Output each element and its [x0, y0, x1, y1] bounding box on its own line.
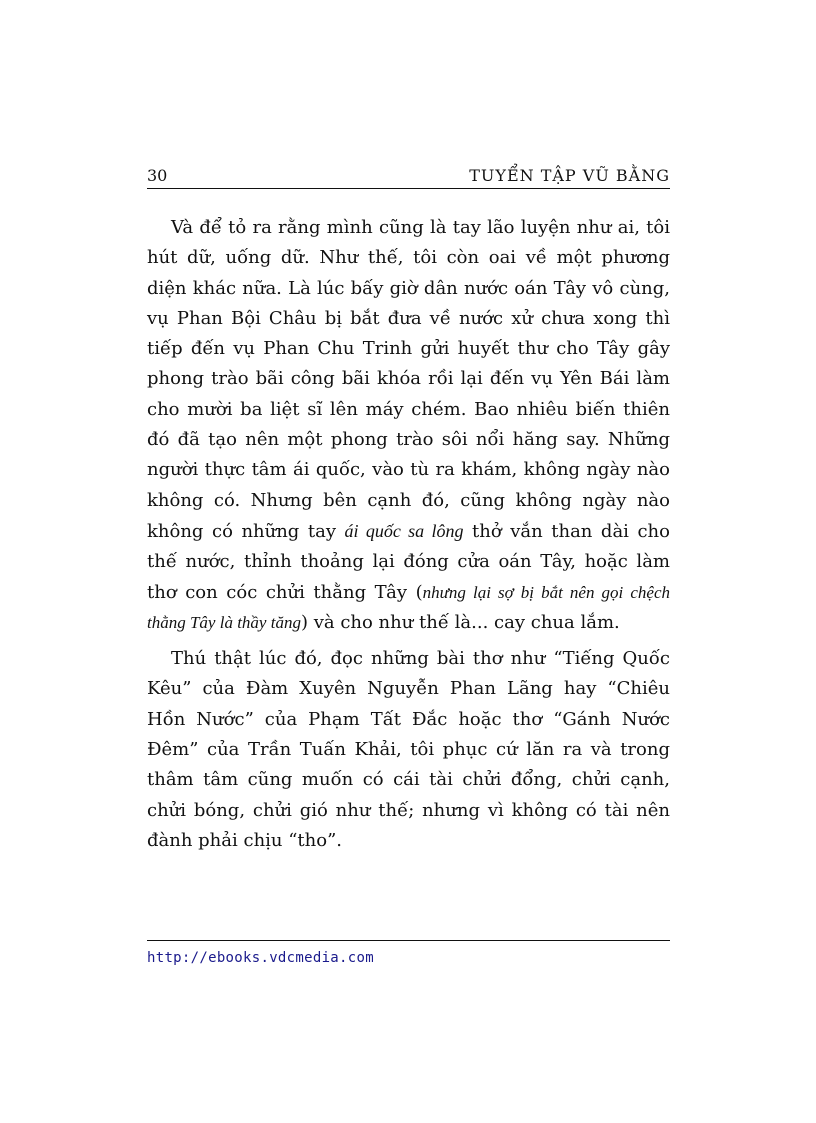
footer-rule: [147, 940, 670, 941]
text-segment: thở vắn than dài cho thế nước, thỉnh thoảng lại đóng cửa oán Tây, hoặc làm thơ con cóc chửi thằng Tây (: [147, 520, 670, 603]
body-text: [147, 213, 670, 856]
text-segment: Thú thật lúc đó, đọc những bài thơ như “Tiếng Quốc Kêu” của Đàm Xuyên Nguyễn Phan Lãng hay “Chiêu Hồn Nước” của Phạm Tất Đắc hoặc thơ “Gánh Nước Đêm” của Trần Tuấn Khải, tôi phục cứ lăn ra và trong thâm tâm cũng muốn có cái tài chửi đổng, chửi cạnh, chửi bóng, chửi gió như thế; nhưng vì không có tài nên đành phải chịu “tho”.: [147, 648, 670, 851]
text-segment: ) và cho như thế là... cay chua lắm.: [300, 611, 620, 633]
paragraph-2: [147, 644, 670, 856]
italic-phrase: ái quốc sa lông: [344, 520, 464, 541]
footer-link[interactable]: http://ebooks.vdcmedia.com: [147, 950, 374, 966]
paragraph-1: [147, 213, 670, 638]
page-header: [147, 164, 670, 189]
text-segment: Và để tỏ ra rằng mình cũng là tay lão luyện như ai, tôi hút dữ, uống dữ. Như thế, tôi còn oai về một phương diện khác nữa. Là lúc bấy giờ dân nước oán Tây vô cùng, vụ Phan Bội Châu bị bắt đưa về nước xử chưa xong thì tiếp đến vụ Phan Chu Trinh gửi huyết thư cho Tây gây phong trào bãi công bãi khóa rồi lại đến vụ Yên Bái làm cho mười ba liệt sĩ lên máy chém. Bao nhiêu biến thiên đó đã tạo nên một phong trào sôi nổi hăng say. Những người thực tâm ái quốc, vào tù ra khám, không ngày nào không có. Nhưng bên cạnh đó, cũng không ngày nào không có những tay: [147, 217, 670, 542]
italic-aside: nhưng lại sợ bị bắt nên gọi chệch thằng Tây là thầy tăng: [147, 582, 671, 632]
running-title: TUYỂN TẬP VŨ BẰNG: [469, 166, 670, 185]
page-number: 30: [147, 166, 168, 185]
